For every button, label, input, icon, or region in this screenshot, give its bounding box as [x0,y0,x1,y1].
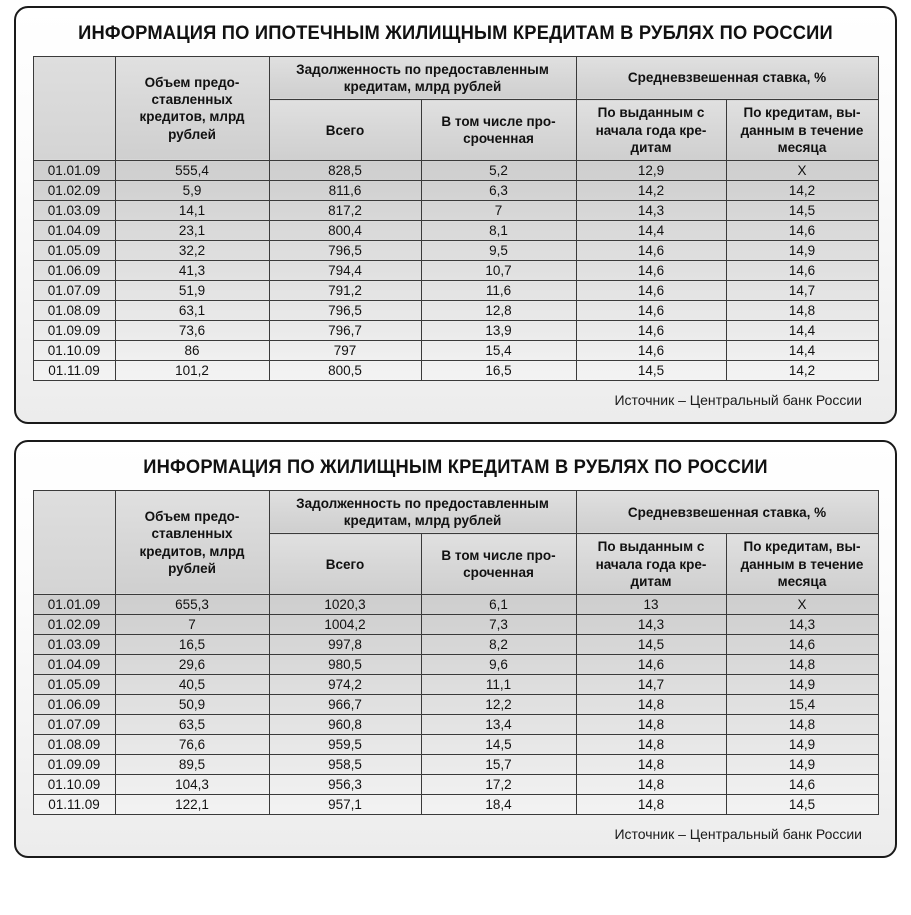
cell-rate-year: 14,4 [576,221,726,241]
cell-debt-overdue: 12,2 [421,695,576,715]
cell-rate-year: 12,9 [576,161,726,181]
cell-date: 01.08.09 [33,301,115,321]
cell-rate-year: 14,3 [576,201,726,221]
cell-debt-total: 796,5 [269,301,421,321]
cell-debt-overdue: 18,4 [421,795,576,815]
cell-rate-year: 14,3 [576,615,726,635]
header-row-top [33,56,878,100]
cell-date: 01.11.09 [33,795,115,815]
cell-date: 01.05.09 [33,675,115,695]
cell-rate-month: 14,6 [726,635,878,655]
cell-rate-month: 14,6 [726,221,878,241]
header-row-top [33,490,878,534]
cell-date: 01.06.09 [33,695,115,715]
cell-volume: 51,9 [115,281,269,301]
cell-debt-overdue: 5,2 [421,161,576,181]
cell-debt-total: 1004,2 [269,615,421,635]
cell-debt-total: 974,2 [269,675,421,695]
cell-debt-overdue: 15,7 [421,755,576,775]
cell-debt-overdue: 6,3 [421,181,576,201]
cell-volume: 23,1 [115,221,269,241]
cell-date: 01.11.09 [33,361,115,381]
cell-rate-month: 14,7 [726,281,878,301]
cell-date: 01.10.09 [33,341,115,361]
cell-debt-overdue: 8,1 [421,221,576,241]
cell-rate-month: 14,6 [726,261,878,281]
page-title-mortgage: ИНФОРМАЦИЯ ПО ИПОТЕЧНЫМ ЖИЛИЩНЫМ КРЕДИТАМ В РУБЛЯХ ПО РОССИИ [78,22,833,44]
cell-volume: 16,5 [115,635,269,655]
cell-debt-total: 956,3 [269,775,421,795]
cell-rate-month: 14,9 [726,241,878,261]
cell-rate-month: 14,8 [726,715,878,735]
cell-rate-year: 14,5 [576,635,726,655]
table-row [33,241,878,261]
cell-debt-overdue: 11,6 [421,281,576,301]
header-volume: Объем предо-ставленных кредитов, млрд рублей [115,56,269,160]
page-title-housing: ИНФОРМАЦИЯ ПО ЖИЛИЩНЫМ КРЕДИТАМ В РУБЛЯХ ПО РОССИИ [143,456,768,479]
cell-debt-total: 828,5 [269,161,421,181]
cell-volume: 104,3 [115,775,269,795]
cell-debt-overdue: 16,5 [421,361,576,381]
table-row [33,635,878,655]
cell-debt-total: 800,5 [269,361,421,381]
header-debt-overdue: В том числе про-сроченная [421,100,576,161]
cell-rate-year: 14,6 [576,341,726,361]
cell-debt-overdue: 9,5 [421,241,576,261]
cell-debt-overdue: 9,6 [421,655,576,675]
mortgage-loans-table [33,56,879,381]
table-body-housing [33,595,878,815]
table-row [33,361,878,381]
housing-loans-table [33,490,879,815]
cell-volume: 32,2 [115,241,269,261]
cell-debt-total: 800,4 [269,221,421,241]
table-row [33,675,878,695]
cell-rate-year: 14,8 [576,695,726,715]
cell-date: 01.07.09 [33,281,115,301]
cell-rate-year: 13 [576,595,726,615]
cell-debt-overdue: 7 [421,201,576,221]
table-row [33,795,878,815]
cell-debt-total: 997,8 [269,635,421,655]
cell-debt-total: 796,5 [269,241,421,261]
table-row [33,595,878,615]
table-row [33,221,878,241]
header-corner-empty [33,490,115,594]
cell-date: 01.09.09 [33,755,115,775]
cell-debt-total: 980,5 [269,655,421,675]
cell-rate-year: 14,5 [576,361,726,381]
header-corner-empty [33,56,115,160]
cell-rate-month: 14,4 [726,341,878,361]
header-rate-year: По выданным с начала года кре-дитам [576,534,726,595]
table-row [33,715,878,735]
cell-debt-total: 959,5 [269,735,421,755]
cell-debt-total: 797 [269,341,421,361]
cell-rate-month: X [726,595,878,615]
header-rate-year: По выданным с начала года кре-дитам [576,100,726,161]
cell-rate-month: 14,9 [726,735,878,755]
cell-volume: 50,9 [115,695,269,715]
cell-debt-overdue: 11,1 [421,675,576,695]
cell-debt-overdue: 13,4 [421,715,576,735]
cell-volume: 40,5 [115,675,269,695]
header-debt-total: Всего [269,100,421,161]
cell-debt-total: 796,7 [269,321,421,341]
source-note-housing: Источник – Центральный банк России [614,826,862,843]
cell-volume: 14,1 [115,201,269,221]
cell-debt-total: 794,4 [269,261,421,281]
cell-debt-total: 966,7 [269,695,421,715]
table-row [33,321,878,341]
cell-date: 01.03.09 [33,635,115,655]
cell-debt-total: 1020,3 [269,595,421,615]
cell-rate-year: 14,7 [576,675,726,695]
header-rate-group: Средневзвешенная ставка, % [576,490,878,534]
cell-volume: 5,9 [115,181,269,201]
cell-date: 01.02.09 [33,181,115,201]
cell-debt-total: 811,6 [269,181,421,201]
cell-volume: 63,1 [115,301,269,321]
cell-volume: 41,3 [115,261,269,281]
cell-rate-month: 14,4 [726,321,878,341]
cell-debt-total: 960,8 [269,715,421,735]
cell-rate-month: 14,9 [726,675,878,695]
cell-rate-month: 14,3 [726,615,878,635]
cell-rate-year: 14,6 [576,261,726,281]
cell-date: 01.01.09 [33,595,115,615]
header-debt-total: Всего [269,534,421,595]
cell-volume: 555,4 [115,161,269,181]
cell-volume: 101,2 [115,361,269,381]
cell-date: 01.09.09 [33,321,115,341]
cell-debt-total: 958,5 [269,755,421,775]
cell-rate-year: 14,8 [576,795,726,815]
cell-rate-month: 14,2 [726,361,878,381]
table-row [33,655,878,675]
cell-debt-overdue: 10,7 [421,261,576,281]
cell-rate-month: X [726,161,878,181]
cell-debt-total: 817,2 [269,201,421,221]
table-row [33,161,878,181]
cell-date: 01.02.09 [33,615,115,635]
cell-rate-year: 14,8 [576,755,726,775]
table-row [33,301,878,321]
header-debt-overdue: В том числе про-сроченная [421,534,576,595]
cell-rate-year: 14,6 [576,281,726,301]
table-body-mortgage [33,161,878,381]
header-rate-month: По кредитам, вы-данным в течение месяца [726,534,878,595]
table-header [33,490,878,594]
cell-debt-overdue: 6,1 [421,595,576,615]
table-header [33,56,878,160]
cell-debt-overdue: 13,9 [421,321,576,341]
header-rate-month: По кредитам, вы-данным в течение месяца [726,100,878,161]
table-row [33,695,878,715]
cell-date: 01.04.09 [33,221,115,241]
cell-volume: 86 [115,341,269,361]
cell-rate-month: 14,8 [726,655,878,675]
cell-volume: 63,5 [115,715,269,735]
source-note-mortgage: Источник – Центральный банк России [614,392,862,409]
cell-volume: 655,3 [115,595,269,615]
cell-rate-year: 14,6 [576,241,726,261]
table-row [33,735,878,755]
cell-volume: 122,1 [115,795,269,815]
table-row [33,755,878,775]
cell-rate-month: 14,9 [726,755,878,775]
header-debt-group: Задолженность по предоставленным кредитам, млрд рублей [269,56,576,100]
cell-debt-overdue: 14,5 [421,735,576,755]
cell-debt-overdue: 17,2 [421,775,576,795]
cell-date: 01.01.09 [33,161,115,181]
table-row [33,281,878,301]
cell-rate-month: 14,5 [726,201,878,221]
cell-rate-year: 14,6 [576,655,726,675]
cell-date: 01.05.09 [33,241,115,261]
cell-debt-overdue: 8,2 [421,635,576,655]
cell-date: 01.07.09 [33,715,115,735]
table-row [33,261,878,281]
page-root [0,6,911,915]
cell-volume: 7 [115,615,269,635]
cell-date: 01.10.09 [33,775,115,795]
cell-debt-overdue: 7,3 [421,615,576,635]
table-row [33,615,878,635]
cell-rate-year: 14,8 [576,775,726,795]
cell-rate-month: 14,5 [726,795,878,815]
table-row [33,181,878,201]
cell-debt-total: 957,1 [269,795,421,815]
cell-rate-month: 15,4 [726,695,878,715]
mortgage-loans-panel [14,6,897,424]
table-row [33,201,878,221]
cell-rate-month: 14,8 [726,301,878,321]
cell-rate-year: 14,6 [576,301,726,321]
cell-date: 01.08.09 [33,735,115,755]
cell-volume: 73,6 [115,321,269,341]
cell-volume: 89,5 [115,755,269,775]
housing-loans-panel [14,440,897,858]
cell-rate-month: 14,2 [726,181,878,201]
cell-rate-year: 14,2 [576,181,726,201]
table-row [33,341,878,361]
cell-debt-overdue: 12,8 [421,301,576,321]
cell-date: 01.03.09 [33,201,115,221]
cell-rate-year: 14,8 [576,715,726,735]
cell-volume: 29,6 [115,655,269,675]
header-volume: Объем предо-ставленных кредитов, млрд рублей [115,490,269,594]
cell-debt-overdue: 15,4 [421,341,576,361]
table-row [33,775,878,795]
cell-debt-total: 791,2 [269,281,421,301]
cell-volume: 76,6 [115,735,269,755]
cell-date: 01.04.09 [33,655,115,675]
cell-rate-year: 14,8 [576,735,726,755]
header-rate-group: Средневзвешенная ставка, % [576,56,878,100]
header-debt-group: Задолженность по предоставленным кредитам, млрд рублей [269,490,576,534]
cell-rate-month: 14,6 [726,775,878,795]
cell-date: 01.06.09 [33,261,115,281]
cell-rate-year: 14,6 [576,321,726,341]
